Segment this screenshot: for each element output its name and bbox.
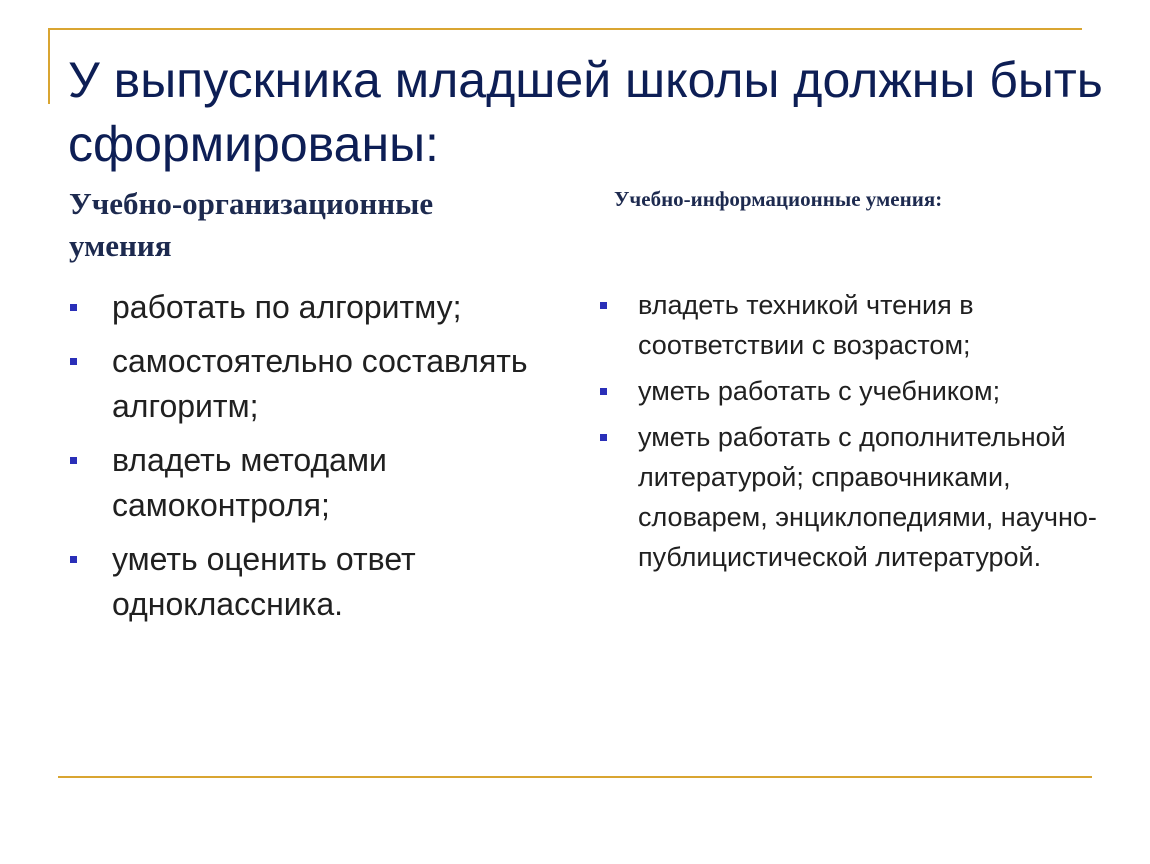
left-rule <box>48 28 50 104</box>
list-item <box>598 285 1118 365</box>
list-item <box>598 371 1118 411</box>
square-bullet-icon <box>70 457 77 464</box>
list-item-text: владеть техникой чтения в соответствии с возрастом; <box>638 290 974 360</box>
right-bullet-list <box>598 285 1118 583</box>
list-item <box>68 537 548 627</box>
list-item-text: уметь работать с дополнительной литературой; справочниками, словарем, энциклопедиями, научно-публицистической литературой. <box>638 422 1097 572</box>
square-bullet-icon <box>600 302 607 309</box>
slide-title: У выпускника младшей школы должны быть сформированы: <box>68 52 1103 172</box>
square-bullet-icon <box>600 388 607 395</box>
list-item <box>68 339 548 429</box>
list-item-text: работать по алгоритму; <box>112 289 462 325</box>
left-bullet-list <box>68 285 548 636</box>
left-column-heading: Учебно-организационные умения <box>69 186 434 263</box>
right-column-heading: Учебно-информационные умения: <box>614 187 943 211</box>
list-item-text: самостоятельно составлять алгоритм; <box>112 343 528 424</box>
list-item-text: владеть методами самоконтроля; <box>112 442 387 523</box>
list-item <box>68 285 548 330</box>
list-item-text: уметь оценить ответ одноклассника. <box>112 541 416 622</box>
bottom-rule <box>58 776 1092 778</box>
square-bullet-icon <box>70 556 77 563</box>
square-bullet-icon <box>70 304 77 311</box>
square-bullet-icon <box>600 434 607 441</box>
list-item <box>598 417 1118 577</box>
square-bullet-icon <box>70 358 77 365</box>
list-item-text: уметь работать с учебником; <box>638 376 1001 406</box>
top-rule <box>48 28 1082 30</box>
list-item <box>68 438 548 528</box>
